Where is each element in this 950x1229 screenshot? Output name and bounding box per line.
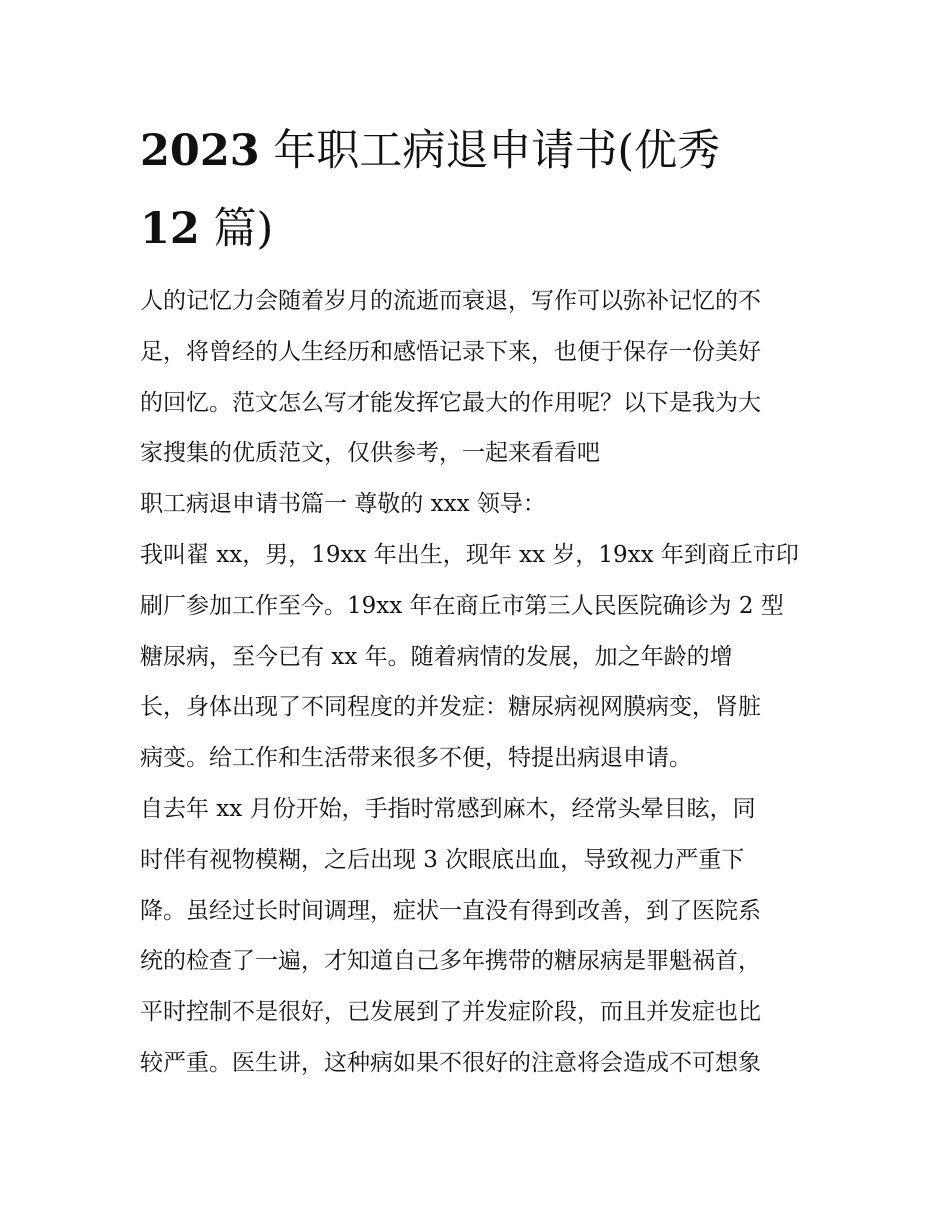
title-line-1 bbox=[140, 112, 820, 190]
title-line-2 bbox=[140, 190, 820, 268]
body-line: 人的记忆力会随着岁月的流逝而衰退，写作可以弥补记忆的不 bbox=[140, 288, 761, 314]
body-line: 平时控制不是很好，已发展到了并发症阶段，而且并发症也比 bbox=[140, 999, 761, 1026]
body-line: 时伴有视物模糊，之后出现 3 次眼底出血，导致视力严重下 bbox=[140, 846, 745, 873]
body-line: 统的检查了一遍，才知道自己多年携带的糖尿病是罪魁祸首， bbox=[140, 948, 761, 975]
body-line: 糖尿病，至今已有 xx 年。随着病情的发展，加之年龄的增 bbox=[140, 643, 733, 670]
title-year: 2023 bbox=[140, 126, 260, 176]
section-heading: 职工病退申请书篇一 尊敬的 xxx 领导： bbox=[140, 491, 546, 518]
body-line: 降。虽经过长时间调理，症状一直没有得到改善，到了医院系 bbox=[140, 897, 761, 924]
title-count: 12 bbox=[140, 204, 200, 254]
body-line: 自去年 xx 月份开始，手指时常感到麻木，经常头晕目眩，同 bbox=[140, 795, 756, 822]
body-line: 较严重。医生讲，这种病如果不很好的注意将会造成不可想象 bbox=[140, 1049, 761, 1076]
body-line: 足，将曾经的人生经历和感悟记录下来，也便于保存一份美好 bbox=[140, 338, 761, 365]
document-body bbox=[140, 280, 820, 1093]
title-text-2: 篇) bbox=[199, 204, 274, 254]
title-text-1: 年职工病退申请书(优秀 bbox=[259, 126, 721, 176]
page-title bbox=[140, 112, 820, 268]
body-line: 的回忆。范文怎么写才能发挥它最大的作用呢？以下是我为大 bbox=[140, 389, 761, 416]
body-line: 刷厂参加工作至今。19xx 年在商丘市第三人民医院确诊为 2 型 bbox=[140, 592, 784, 619]
body-line: 长，身体出现了不同程度的并发症：糖尿病视网膜病变，肾脏 bbox=[140, 694, 761, 721]
body-line: 家搜集的优质范文，仅供参考，一起来看看吧 bbox=[140, 440, 600, 467]
body-line: 我叫翟 xx，男，19xx 年出生，现年 xx 岁，19xx 年到商丘市印 bbox=[140, 541, 799, 568]
body-line: 病变。给工作和生活带来很多不便，特提出病退申请。 bbox=[140, 745, 692, 772]
